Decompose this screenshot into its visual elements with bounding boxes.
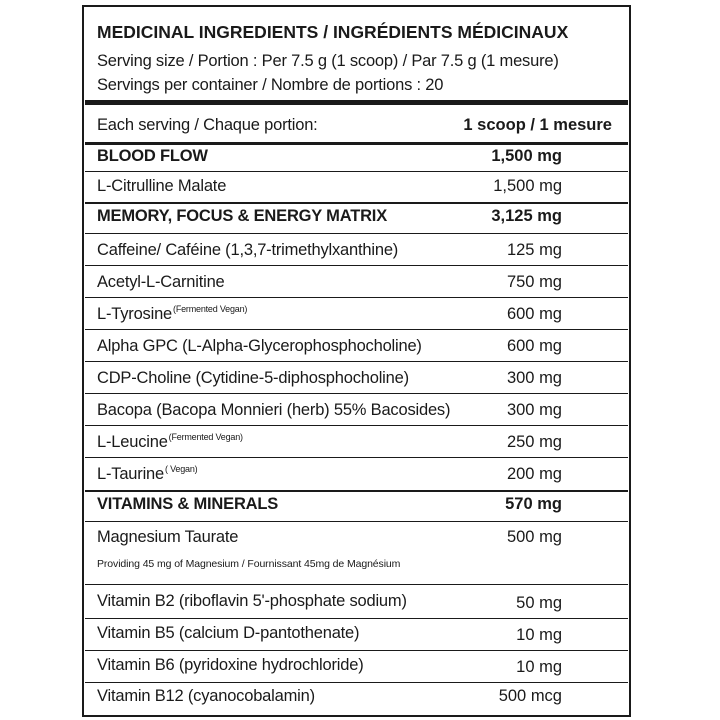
ingredient-name: Alpha GPC (L-Alpha-Glycerophosphocholine) [97,337,422,355]
ingredient-name: L-Tyrosine [97,305,173,323]
section-name: BLOOD FLOW [97,147,208,165]
section-amount: 3,125 mg [491,207,562,225]
ingredient-row [85,362,628,393]
section-amount: 570 mg [505,495,562,513]
ingredient-row [85,522,628,582]
ingredient-name: Vitamin B12 (cyanocobalamin) [97,687,315,705]
ingredient-amount: 200 mg [506,465,562,483]
ingredient-amount: 125 mg [506,241,562,259]
servings-per-container-text: Servings per container / Nombre de portions : 20 [97,76,444,94]
ingredient-row [85,651,628,682]
ingredient-row [85,266,628,297]
section-name: MEMORY, FOCUS & ENERGY MATRIX [97,207,387,225]
panel-title: MEDICINAL INGREDIENTS / INGRÉDIENTS MÉDICINAUX [97,22,569,42]
ingredient-amount: 600 mg [506,305,562,323]
ingredient-amount: 10 mg [516,626,562,644]
serving-row [85,110,628,144]
serving-size-text: Serving size / Portion : Per 7.5 g (1 scoop) / Par 7.5 g (1 mesure) [97,52,559,70]
ingredient-note: ( Vegan) [165,464,198,474]
section-header-blood-flow [85,145,628,172]
ingredient-name: CDP-Choline (Cytidine-5-diphosphocholine) [97,369,409,387]
ingredient-row [85,234,628,265]
ingredient-name: Caffeine/ Caféine (1,3,7-trimethylxanthine) [97,241,399,259]
ingredient-row [85,394,628,425]
ingredient-amount: 250 mg [506,433,562,451]
ingredient-name-with-note [97,433,243,452]
ingredient-name-with-note [97,305,247,324]
ingredient-row [85,585,628,618]
ingredient-amount: 1,500 mg [493,177,562,195]
ingredient-name: Acetyl-L-Carnitine [97,273,225,291]
serving-label: Each serving / Chaque portion: [97,116,318,134]
ingredient-row [85,330,628,361]
section-header-vitamins [85,492,628,521]
ingredient-name: L-Taurine [97,465,164,483]
ingredient-name: L-Leucine [97,433,168,451]
ingredient-name: Bacopa (Bacopa Monnieri (herb) 55% Bacosides) [97,401,451,419]
section-name: VITAMINS & MINERALS [97,495,279,513]
ingredient-row [85,458,628,490]
ingredient-note: (Fermented Vegan) [173,304,248,314]
ingredient-name: Vitamin B6 (pyridoxine hydrochloride) [97,656,364,674]
ingredient-amount: 500 mg [506,528,562,546]
ingredient-amount: 750 mg [506,273,562,291]
section-header-matrix [85,204,628,233]
ingredient-name-with-note [97,465,197,484]
ingredient-row [85,426,628,457]
ingredient-name: Vitamin B5 (calcium D-pantothenate) [97,624,360,642]
serving-amount: 1 scoop / 1 mesure [463,116,612,134]
ingredient-amount: 300 mg [506,401,562,419]
ingredient-row [85,619,628,650]
ingredient-amount: 50 mg [516,594,562,612]
ingredient-name: Vitamin B2 (riboflavin 5'-phosphate sodium) [97,592,407,610]
ingredient-note: Providing 45 mg of Magnesium / Fournissant 45mg de Magnésium [97,558,401,570]
ingredient-amount: 10 mg [516,658,562,676]
ingredient-amount: 500 mcg [498,687,562,705]
ingredient-row [85,298,628,329]
section-amount: 1,500 mg [491,147,562,165]
ingredient-name: L-Citrulline Malate [97,177,227,195]
ingredient-amount: 600 mg [506,337,562,355]
ingredient-name: Magnesium Taurate [97,528,239,546]
ingredient-note: (Fermented Vegan) [168,432,243,442]
ingredient-row [85,683,628,714]
thick-divider [85,100,628,105]
ingredient-row [85,172,628,202]
ingredient-amount: 300 mg [506,369,562,387]
